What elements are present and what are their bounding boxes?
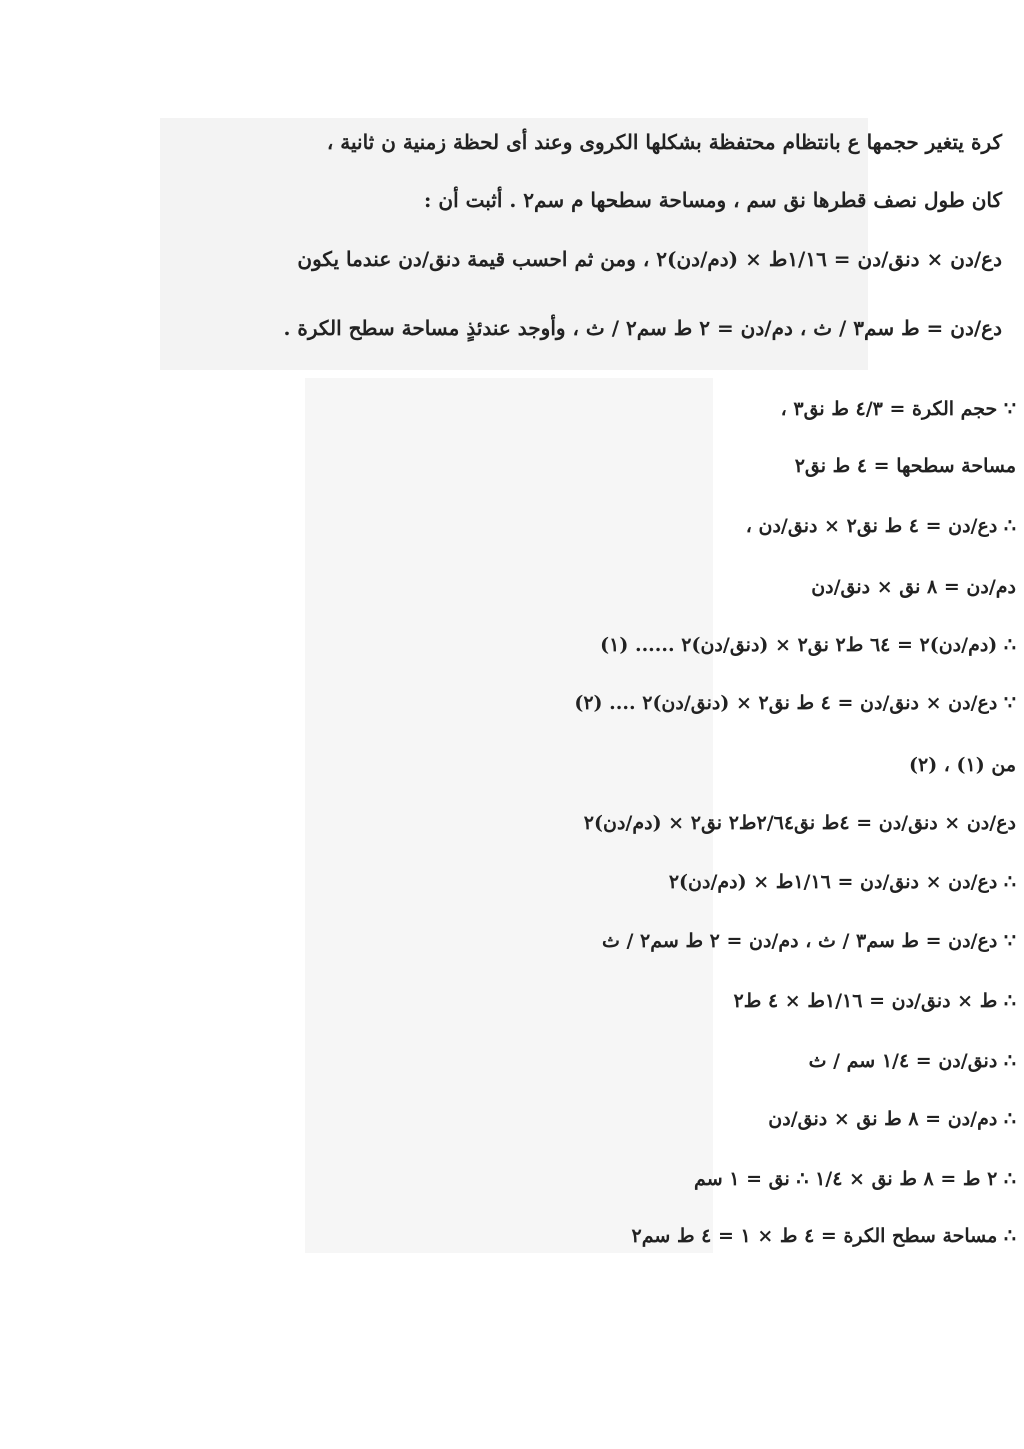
solution-line-1: ∵ حجم الكرة = ٤/٣ ط نق٣ ، [780, 398, 1016, 420]
solution-line-13: ∴ دم/دن = ٨ ط نق × دنق/دن [768, 1108, 1016, 1130]
problem-line-4: دع/دن = ط سم٣ / ث ، دم/دن = ٢ ط سم٢ / ث ، وأوجد عندئذٍ مساحة سطح الكرة . [283, 316, 1002, 340]
solution-line-3: ∴ دع/دن = ٤ ط نق٢ × دنق/دن ، [745, 515, 1016, 537]
solution-line-14: ∴ ٢ ط = ٨ ط نق × ١/٤ ∴ نق = ١ سم [694, 1168, 1016, 1190]
solution-line-11: ∴ ط × دنق/دن = ١/١٦ط × ٤ ط٢ [733, 990, 1016, 1012]
solution-line-6: ∵ دع/دن × دنق/دن = ٤ ط نق٢ × (دنق/دن)٢ .... (٢) [574, 692, 1016, 714]
solution-line-7: من (١) ، (٢) [908, 754, 1016, 776]
solution-line-10: ∵ دع/دن = ط سم٣ / ث ، دم/دن = ٢ ط سم٢ / ث [601, 930, 1016, 952]
solution-line-4: دم/دن = ٨ نق × دنق/دن [811, 576, 1016, 598]
problem-line-3: دع/دن × دنق/دن = ١/١٦ط × (دم/دن)٢ ، ومن ثم احسب قيمة دنق/دن عندما يكون [297, 247, 1002, 271]
solution-line-5: ∴ (دم/دن)٢ = ٦٤ ط٢ نق٢ × (دنق/دن)٢ ...... (١) [600, 634, 1016, 656]
solution-line-2: مساحة سطحها = ٤ ط نق٢ [794, 455, 1016, 477]
solution-line-15: ∴ مساحة سطح الكرة = ٤ ط × ١ = ٤ ط سم٢ [631, 1225, 1016, 1247]
problem-line-1: كرة يتغير حجمها ع بانتظام محتفظة بشكلها الكروى وعند أى لحظة زمنية ن ثانية ، [326, 130, 1002, 154]
solution-line-8: دع/دن × دنق/دن = ٤ط نق٢/٦٤ط٢ نق٢ × (دم/دن)٢ [583, 812, 1016, 834]
solution-line-12: ∴ دنق/دن = ١/٤ سم / ث [808, 1050, 1016, 1072]
solution-line-9: ∴ دع/دن × دنق/دن = ١/١٦ط × (دم/دن)٢ [668, 871, 1016, 893]
problem-line-2: كان طول نصف قطرها نق سم ، ومساحة سطحها م سم٢ . أثبت أن : [424, 188, 1002, 212]
